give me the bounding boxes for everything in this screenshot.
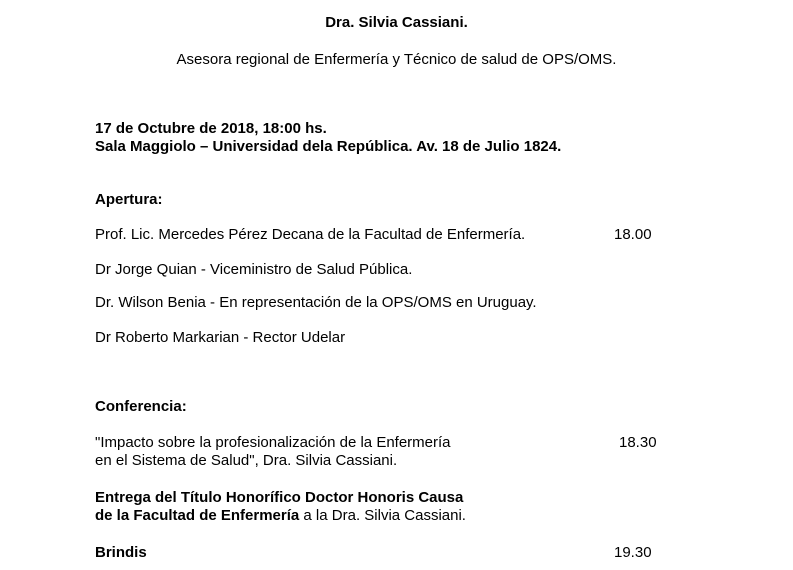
honoree-role: Asesora regional de Enfermería y Técnico de salud de OPS/OMS. xyxy=(176,51,617,68)
conferencia-heading: Conferencia: xyxy=(95,398,187,415)
entrega-line-1: Entrega del Título Honorífico Doctor Honoris Causa xyxy=(95,489,464,506)
apertura-item-1: Prof. Lic. Mercedes Pérez Decana de la Facultad de Enfermería. xyxy=(95,226,526,243)
brindis-time: 19.30 xyxy=(614,544,652,561)
entrega-faculty: de la Facultad de Enfermería xyxy=(95,507,300,524)
event-venue: Sala Maggiolo – Universidad dela República. Av. 18 de Julio 1824. xyxy=(95,138,562,155)
conferencia-line-2: en el Sistema de Salud", Dra. Silvia Cassiani. xyxy=(95,452,398,469)
event-date-time: 17 de Octubre de 2018, 18:00 hs. xyxy=(95,120,327,137)
brindis-label: Brindis xyxy=(95,544,147,561)
apertura-item-3: Dr. Wilson Benia - En representación de la OPS/OMS en Uruguay. xyxy=(95,294,537,311)
apertura-item-2: Dr Jorge Quian - Viceministro de Salud Pública. xyxy=(95,261,413,278)
entrega-line-2 xyxy=(95,507,466,525)
honoree-name: Dra. Silvia Cassiani. xyxy=(325,14,468,31)
conferencia-time: 18.30 xyxy=(619,434,657,451)
conferencia-line-1: "Impacto sobre la profesionalización de la Enfermería xyxy=(95,434,451,451)
entrega-recipient: a la Dra. Silvia Cassiani. xyxy=(299,507,466,524)
apertura-heading: Apertura: xyxy=(95,191,163,208)
apertura-item-1-time: 18.00 xyxy=(614,226,652,243)
apertura-item-4: Dr Roberto Markarian - Rector Udelar xyxy=(95,329,346,346)
